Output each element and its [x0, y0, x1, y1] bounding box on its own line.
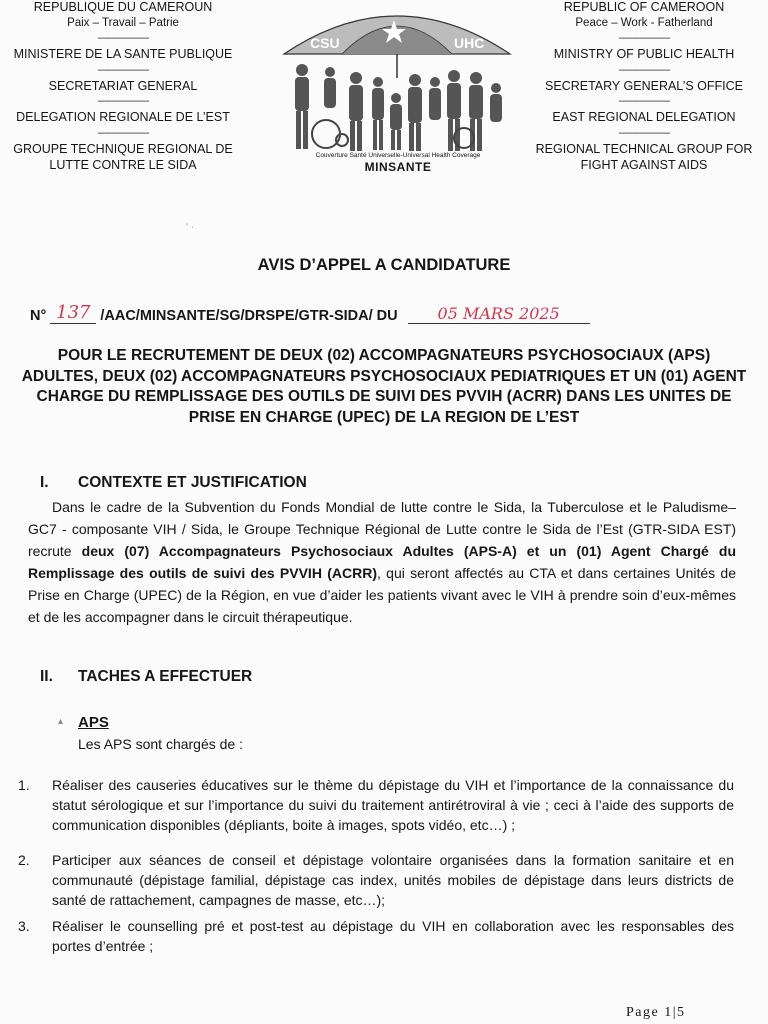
section-heading — [40, 474, 307, 492]
section-heading — [40, 668, 252, 686]
list-item-number: 1. — [18, 777, 30, 793]
subsection-intro: Les APS sont chargés de : — [78, 736, 243, 752]
list-item-text: Participer aux séances de conseil et dépistage volontaire organisées dans la formation sanitaire et en communauté (dépistage familial, dépistage cas index, unités mobiles de dépistage dans leurs districts de santé de rattachement, campagnes de masse, etc…); — [52, 852, 734, 908]
ink-mark: ‘ · — [186, 222, 195, 233]
reference-number: 137 — [50, 302, 96, 324]
separator: ---------------------- — [97, 64, 149, 76]
separator: ---------------------- — [97, 96, 149, 108]
list-item-number: 3. — [18, 918, 30, 934]
paragraph-text: , qui seront affectés au CTA et dans certaines Unités de Prise en Charge (UPEC) de la Région, en vue d’aider les patients vivant avec le VIH à prendre soin d’eux-mêmes et de les accompagner dans le circuit thérapeutique. — [28, 565, 736, 625]
header-left-group-line1: GROUPE TECHNIQUE REGIONAL DE — [13, 141, 233, 156]
separator: ---------------------- — [618, 96, 670, 108]
list-item-text: Réaliser des causeries éducatives sur le thème du dépistage du VIH et l’importance de la connaissance du statut sérologique et sur l’importance du suivi du traitement antirétroviral à vie ; ceci à l’aide des supports de communication disponibles (dépliants, boite à images, spots vidéo, etc…) ; — [52, 777, 734, 833]
list-item-number: 2. — [18, 852, 30, 868]
header-right-group-line2: FIGHT AGAINST AIDS — [580, 157, 708, 172]
paragraph-text: Dans le cadre de la Subvention du Fonds Mondial de lutte contre le Sida, la Tuberculose et le Paludisme– GC7 - composante VIH / Sida, le Groupe Technique Régional de Lutte contre le Sida de l’Est (GTR-SIDA EST) recrute — [28, 499, 736, 559]
header-left-secretariat: SECRETARIAT GENERAL — [48, 78, 198, 93]
header-left-group-line2: LUTTE CONTRE LE SIDA — [49, 157, 197, 172]
document-title: AVIS D’APPEL A CANDIDATURE — [257, 256, 511, 274]
reference-line — [30, 302, 690, 324]
bullet-icon: ▴ — [58, 716, 64, 727]
subsection-heading: APS — [78, 714, 109, 731]
list-item-text: Réaliser le counselling pré et post-test au dépistage du VIH en collaboration avec les responsables des portes d’entrée ; — [52, 918, 734, 954]
section-number: II. — [40, 668, 53, 685]
reference-prefix: N° — [30, 308, 47, 324]
reference-code: /AAC/MINSANTE/SG/DRSPE/GTR-SIDA/ DU — [100, 308, 398, 324]
header-right-motto: Peace – Work - Fatherland — [575, 16, 713, 29]
header-left-motto: Paix – Travail – Patrie — [67, 16, 179, 29]
header-right-ministry: MINISTRY OF PUBLIC HEALTH — [553, 47, 735, 62]
document-subject: POUR LE RECRUTEMENT DE DEUX (02) ACCOMPAGNATEURS PSYCHOSOCIAUX (APS) ADULTES, DEUX (02) ACCOMPAGNATEURS PSYCHOSOCIAUX PEDIATRIQUES ET UN (01) AGENT CHARGE DU REMPLISSAGE DES OUTILS DE SUIVI DES PVVIH (ACRR) DANS LES UNITES DE PRISE EN CHARGE (UPEC) DE LA REGION DE L’EST — [21, 347, 747, 426]
section-title: TACHES A EFFECTUER — [78, 668, 253, 685]
header-right-group-line1: REGIONAL TECHNICAL GROUP FOR — [535, 141, 753, 156]
header-left — [0, 0, 246, 173]
header-right-secretariat: SECRETARY GENERAL’S OFFICE — [545, 78, 743, 93]
list-item — [18, 916, 734, 956]
paragraph-bold-text: deux (07) Accompagnateurs Psychosociaux Adultes (APS-A) et un (01) Agent Chargé du Remplissage des outils de suivi des PVVIH (ACRR) — [28, 543, 736, 581]
list-item — [18, 775, 734, 835]
logo-csu-label: CSU — [310, 35, 340, 51]
logo-uhc-label: UHC — [454, 35, 485, 51]
header-left-delegation: DELEGATION REGIONALE DE L’EST — [16, 110, 230, 125]
section-title: CONTEXTE ET JUSTIFICATION — [78, 474, 307, 491]
logo-name: MINSANTE — [364, 160, 432, 174]
separator: ---------------------- — [618, 64, 670, 76]
separator: ---------------------- — [97, 33, 149, 45]
logo-subtitle: Couverture Santé Universelle-Universal Health Coverage — [315, 152, 481, 159]
page-number: Page 1|5 — [626, 1005, 686, 1020]
separator: ---------------------- — [618, 33, 670, 45]
header-right — [520, 0, 768, 173]
header-left-ministry: MINISTERE DE LA SANTE PUBLIQUE — [13, 47, 233, 62]
people-group-icon — [295, 64, 502, 151]
list-item — [18, 850, 734, 910]
header-left-country: REPUBLIQUE DU CAMEROUN — [33, 0, 213, 14]
section-number: I. — [40, 474, 49, 491]
header-right-delegation: EAST REGIONAL DELEGATION — [552, 110, 736, 125]
separator: ---------------------- — [97, 127, 149, 139]
header-right-country: REPUBLIC OF CAMEROON — [563, 0, 725, 14]
minsante-logo — [282, 8, 512, 176]
separator: ---------------------- — [618, 127, 670, 139]
context-paragraph — [28, 496, 736, 628]
reference-date: 05 MARS 2025 — [408, 304, 590, 324]
